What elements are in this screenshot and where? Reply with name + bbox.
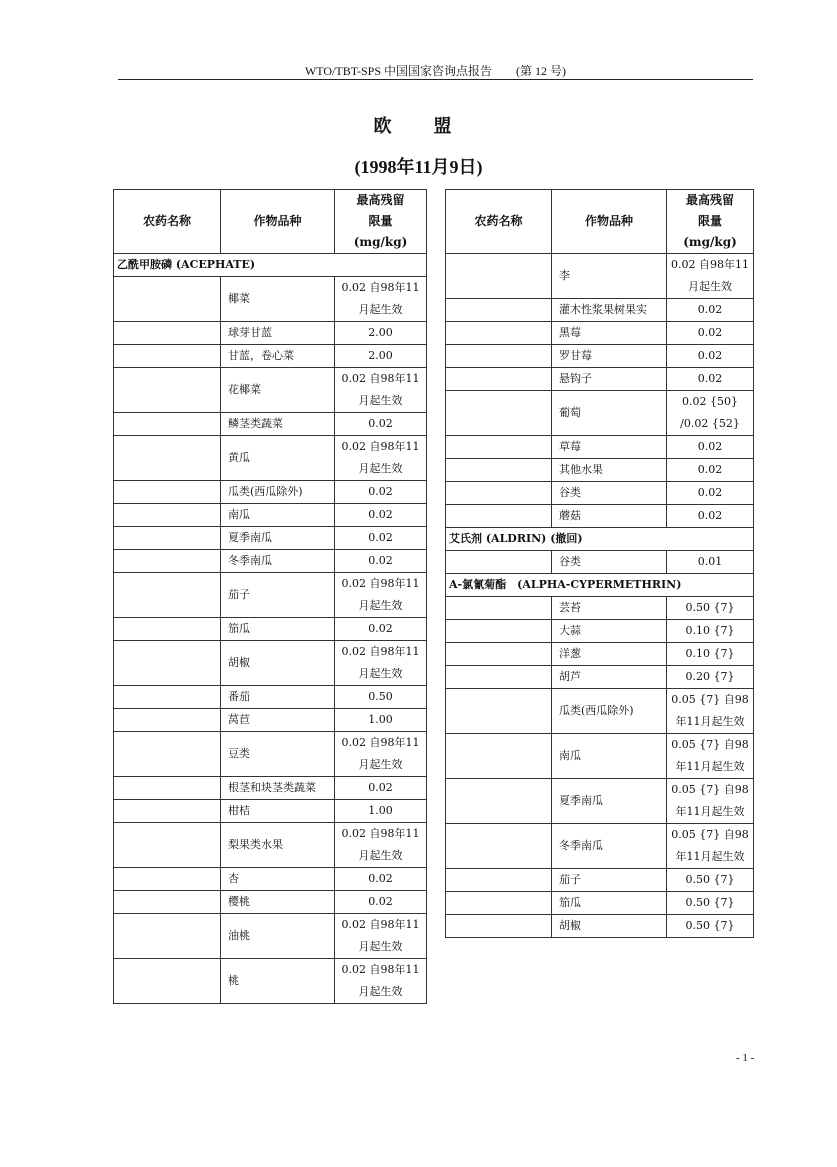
- table-row: [114, 686, 427, 709]
- table-row: [446, 666, 754, 689]
- crop-cell: 黑莓: [552, 322, 667, 345]
- crop-cell: 莴苣: [221, 709, 335, 732]
- mrl-header-line2: 限量: [368, 214, 393, 228]
- pesticide-cell: [114, 868, 221, 891]
- crop-cell: 瓜类(西瓜除外): [221, 481, 335, 504]
- table-row: [446, 322, 754, 345]
- crop-cell: 杏: [221, 868, 335, 891]
- crop-column-header: 作物品种: [221, 190, 335, 254]
- crop-cell: 瓜类(西瓜除外): [552, 689, 667, 734]
- pesticide-cell: [446, 482, 552, 505]
- mrl-cell: 0.02 自98年11月起生效: [335, 732, 427, 777]
- pesticide-cell: [114, 686, 221, 709]
- pesticide-cell: [446, 734, 552, 779]
- pesticide-cell: [446, 824, 552, 869]
- mrl-header-line1: 最高残留: [356, 193, 405, 207]
- pesticide-row: [446, 528, 754, 551]
- table-row: [114, 527, 427, 550]
- mrl-cell: 0.02: [335, 527, 427, 550]
- mrl-cell: 0.02 自98年11月起生效: [335, 914, 427, 959]
- table-row: [114, 345, 427, 368]
- mrl-cell: 0.02 自98年11月起生效: [667, 254, 754, 299]
- crop-cell: 李: [552, 254, 667, 299]
- crop-cell: 谷类: [552, 482, 667, 505]
- table-row: [446, 779, 754, 824]
- table-header-row: [114, 190, 427, 254]
- mrl-cell: 0.50 {7}: [667, 869, 754, 892]
- pesticide-cell: [114, 277, 221, 322]
- crop-cell: 油桃: [221, 914, 335, 959]
- mrl-cell: 0.02 自98年11月起生效: [335, 277, 427, 322]
- pesticide-cell: [114, 527, 221, 550]
- pesticide-row: [446, 574, 754, 597]
- crop-cell: 谷类: [552, 551, 667, 574]
- mrl-cell: 0.02: [667, 482, 754, 505]
- table-row: [446, 459, 754, 482]
- crop-cell: 罗甘莓: [552, 345, 667, 368]
- pesticide-cell: [114, 368, 221, 413]
- mrl-cell: 0.05 {7} 自98年11月起生效: [667, 689, 754, 734]
- mrl-cell: 0.02 自98年11月起生效: [335, 823, 427, 868]
- crop-cell: 椰菜: [221, 277, 335, 322]
- pesticide-cell: [446, 299, 552, 322]
- crop-cell: 番茄: [221, 686, 335, 709]
- crop-cell: 胡椒: [552, 915, 667, 938]
- table-row: [114, 914, 427, 959]
- mrl-column-header: [667, 190, 754, 254]
- mrl-cell: 0.02: [335, 777, 427, 800]
- table-row: [446, 368, 754, 391]
- pesticide-cell: [446, 459, 552, 482]
- table-row: [114, 777, 427, 800]
- document-date: (1998年11月9日): [354, 157, 483, 177]
- crop-cell: 茄子: [552, 869, 667, 892]
- mrl-cell: 0.02: [335, 550, 427, 573]
- pesticide-cell: [114, 914, 221, 959]
- mrl-cell: 0.05 {7} 自98年11月起生效: [667, 779, 754, 824]
- pesticide-cell: [114, 641, 221, 686]
- table-header-row: [446, 190, 754, 254]
- pesticide-cell: [114, 959, 221, 1004]
- mrl-cell: 0.02: [667, 299, 754, 322]
- mrl-cell: 0.02 {50} /0.02 {52}: [667, 391, 754, 436]
- pesticide-cell: [114, 322, 221, 345]
- pesticide-cell: [446, 505, 552, 528]
- crop-cell: 芸苔: [552, 597, 667, 620]
- crop-cell: 胡椒: [221, 641, 335, 686]
- crop-cell: 南瓜: [221, 504, 335, 527]
- mrl-header-unit: (mg/kg): [353, 235, 408, 249]
- table-row: [114, 550, 427, 573]
- crop-cell: 桃: [221, 959, 335, 1004]
- crop-cell: 豆类: [221, 732, 335, 777]
- table-row: [446, 254, 754, 299]
- crop-cell: 梨果类水果: [221, 823, 335, 868]
- pesticide-cell: [446, 915, 552, 938]
- pesticide-cell: [114, 777, 221, 800]
- pesticide-cell: [114, 573, 221, 618]
- mrl-cell: 0.02: [335, 891, 427, 914]
- table-row: [446, 620, 754, 643]
- mrl-cell: 1.00: [335, 800, 427, 823]
- mrl-cell: 0.02 自98年11月起生效: [335, 959, 427, 1004]
- mrl-cell: 0.50 {7}: [667, 597, 754, 620]
- mrl-table-left: [113, 189, 427, 1004]
- mrl-cell: 0.02: [335, 868, 427, 891]
- table-row: [446, 551, 754, 574]
- crop-cell: 花椰菜: [221, 368, 335, 413]
- pesticide-column-header: 农药名称: [114, 190, 221, 254]
- mrl-cell: 0.01: [667, 551, 754, 574]
- table-row: [114, 413, 427, 436]
- table-row: [114, 322, 427, 345]
- table-row: [446, 482, 754, 505]
- crop-cell: 樱桃: [221, 891, 335, 914]
- pesticide-cell: [446, 391, 552, 436]
- pesticide-cell: [446, 643, 552, 666]
- table-row: [446, 505, 754, 528]
- mrl-header-unit: (mg/kg): [683, 235, 737, 249]
- crop-cell: 大蒜: [552, 620, 667, 643]
- crop-cell: 鳞茎类蔬菜: [221, 413, 335, 436]
- page-number: - 1 -: [736, 1052, 755, 1064]
- table-row: [446, 892, 754, 915]
- table-row: [114, 277, 427, 322]
- pesticide-cell: [114, 345, 221, 368]
- pesticide-row: [114, 254, 427, 277]
- table-row: [114, 481, 427, 504]
- mrl-header-line2: 限量: [697, 214, 722, 228]
- pesticide-cell: [114, 413, 221, 436]
- mrl-cell: 2.00: [335, 345, 427, 368]
- table-row: [446, 643, 754, 666]
- crop-cell: 冬季南瓜: [221, 550, 335, 573]
- table-row: [446, 597, 754, 620]
- pesticide-name: 艾氏剂 (ALDRIN) (撤回): [446, 528, 754, 551]
- mrl-cell: 0.02 自98年11月起生效: [335, 641, 427, 686]
- running-header: WTO/TBT-SPS 中国国家咨询点报告 (第 12 号): [304, 64, 566, 78]
- table-row: [446, 299, 754, 322]
- mrl-cell: 0.02: [335, 504, 427, 527]
- mrl-cell: 0.02: [667, 322, 754, 345]
- mrl-column-header: [335, 190, 427, 254]
- table-row: [114, 641, 427, 686]
- pesticide-cell: [446, 345, 552, 368]
- pesticide-cell: [114, 618, 221, 641]
- table-row: [446, 689, 754, 734]
- pesticide-cell: [446, 322, 552, 345]
- mrl-cell: 0.02: [667, 459, 754, 482]
- mrl-cell: 0.20 {7}: [667, 666, 754, 689]
- pesticide-cell: [114, 732, 221, 777]
- table-row: [114, 959, 427, 1004]
- mrl-cell: 0.02: [335, 618, 427, 641]
- crop-cell: 黄瓜: [221, 436, 335, 481]
- pesticide-column-header: 农药名称: [446, 190, 552, 254]
- crop-cell: 夏季南瓜: [221, 527, 335, 550]
- mrl-cell: 0.02: [335, 413, 427, 436]
- table-row: [114, 709, 427, 732]
- pesticide-cell: [114, 504, 221, 527]
- crop-cell: 草莓: [552, 436, 667, 459]
- mrl-cell: 0.02: [667, 505, 754, 528]
- mrl-cell: 0.02: [667, 345, 754, 368]
- table-row: [446, 824, 754, 869]
- table-row: [114, 618, 427, 641]
- table-row: [446, 734, 754, 779]
- crop-cell: 球芽甘蓝: [221, 322, 335, 345]
- pesticide-cell: [446, 869, 552, 892]
- table-row: [114, 573, 427, 618]
- pesticide-cell: [446, 368, 552, 391]
- mrl-cell: 0.02: [667, 436, 754, 459]
- table-row: [114, 891, 427, 914]
- pesticide-cell: [114, 709, 221, 732]
- pesticide-cell: [446, 689, 552, 734]
- mrl-cell: 2.00: [335, 322, 427, 345]
- crop-cell: 茄子: [221, 573, 335, 618]
- table-row: [114, 368, 427, 413]
- crop-cell: 根茎和块茎类蔬菜: [221, 777, 335, 800]
- mrl-cell: 0.02: [335, 481, 427, 504]
- table-row: [446, 391, 754, 436]
- pesticide-cell: [446, 436, 552, 459]
- mrl-header-line1: 最高残留: [685, 193, 734, 207]
- header-rule: [118, 79, 753, 80]
- table-row: [446, 869, 754, 892]
- pesticide-name: 乙酰甲胺磷 (ACEPHATE): [114, 254, 427, 277]
- pesticide-cell: [446, 779, 552, 824]
- mrl-cell: 0.05 {7} 自98年11月起生效: [667, 734, 754, 779]
- mrl-cell: 1.00: [335, 709, 427, 732]
- table-row: [114, 732, 427, 777]
- mrl-cell: 0.02 自98年11月起生效: [335, 368, 427, 413]
- crop-column-header: 作物品种: [552, 190, 667, 254]
- pesticide-cell: [114, 481, 221, 504]
- crop-cell: 甘蓝，卷心菜: [221, 345, 335, 368]
- mrl-cell: 0.50 {7}: [667, 892, 754, 915]
- crop-cell: 笳瓜: [221, 618, 335, 641]
- table-row: [114, 823, 427, 868]
- pesticide-cell: [114, 823, 221, 868]
- mrl-cell: 0.02 自98年11月起生效: [335, 573, 427, 618]
- pesticide-cell: [446, 254, 552, 299]
- mrl-cell: 0.10 {7}: [667, 620, 754, 643]
- crop-cell: 胡芦: [552, 666, 667, 689]
- mrl-table-right: [445, 189, 754, 938]
- pesticide-cell: [446, 551, 552, 574]
- table-row: [114, 436, 427, 481]
- crop-cell: 夏季南瓜: [552, 779, 667, 824]
- pesticide-name: A-氯氰菊酯 (ALPHA-CYPERMETHRIN): [446, 574, 754, 597]
- table-row: [446, 345, 754, 368]
- pesticide-cell: [114, 891, 221, 914]
- mrl-cell: 0.10 {7}: [667, 643, 754, 666]
- crop-cell: 蘑菇: [552, 505, 667, 528]
- pesticide-cell: [114, 550, 221, 573]
- crop-cell: 冬季南瓜: [552, 824, 667, 869]
- table-row: [114, 504, 427, 527]
- pesticide-cell: [446, 666, 552, 689]
- crop-cell: 悬钩子: [552, 368, 667, 391]
- mrl-cell: 0.50 {7}: [667, 915, 754, 938]
- pesticide-cell: [446, 620, 552, 643]
- pesticide-cell: [446, 597, 552, 620]
- mrl-cell: 0.02: [667, 368, 754, 391]
- table-row: [446, 915, 754, 938]
- crop-cell: 葡萄: [552, 391, 667, 436]
- crop-cell: 笳瓜: [552, 892, 667, 915]
- mrl-cell: 0.02 自98年11月起生效: [335, 436, 427, 481]
- table-row: [446, 436, 754, 459]
- pesticide-cell: [114, 800, 221, 823]
- crop-cell: 南瓜: [552, 734, 667, 779]
- crop-cell: 灌木性浆果树果实: [552, 299, 667, 322]
- pesticide-cell: [114, 436, 221, 481]
- table-row: [114, 800, 427, 823]
- mrl-cell: 0.50: [335, 686, 427, 709]
- crop-cell: 柑桔: [221, 800, 335, 823]
- document-title: 欧 盟: [373, 116, 464, 137]
- table-row: [114, 868, 427, 891]
- mrl-cell: 0.05 {7} 自98年11月起生效: [667, 824, 754, 869]
- crop-cell: 其他水果: [552, 459, 667, 482]
- crop-cell: 洋葱: [552, 643, 667, 666]
- pesticide-cell: [446, 892, 552, 915]
